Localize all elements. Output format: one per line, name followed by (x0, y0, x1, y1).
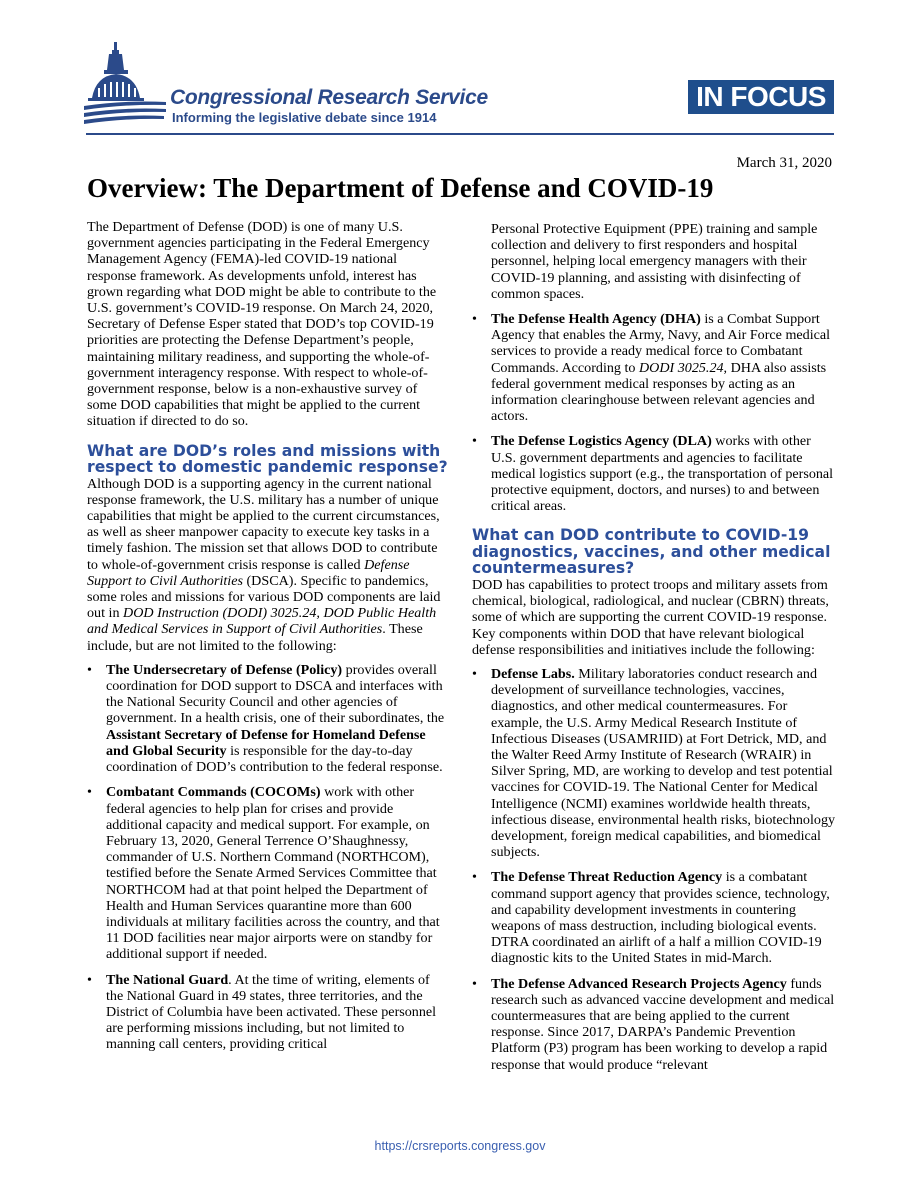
bullet-icon: • (472, 311, 477, 328)
bullet-icon: • (87, 661, 92, 678)
brand-name: Congressional Research Service (170, 86, 488, 109)
bullet-icon: • (472, 975, 477, 992)
footer-url-link[interactable]: https://crsreports.congress.gov (374, 1139, 546, 1153)
roles-list (87, 662, 449, 1053)
header-rule (86, 133, 834, 135)
bullet-icon: • (472, 433, 477, 450)
page-title: Overview: The Department of Defense and COVID-19 (87, 173, 714, 203)
in-focus-badge: IN FOCUS (688, 80, 834, 114)
brand-tagline: Informing the legislative debate since 1914 (172, 110, 437, 125)
list-item: • The Undersecretary of Defense (Policy) provides overall coordination for DOD support to DSCA and interfaces with the National Security Council and other agencies of government. In a health crisis, one of their subordinates, the Assistant Secretary of Defense for Homeland Defense and Global Security is responsible for the day-to-day coordination of DOD’s contribution to the federal response. (87, 661, 445, 776)
list-item: • The Defense Health Agency (DHA) is a Combat Support Agency that enables the Army, Navy, and Air Force medical services to provide a ready medical force to Combatant Commands. According to DODI 3025.24, DHA also assists federal government medical responses by acting as an information clearinghouse between relevant agencies and actors. (472, 311, 831, 425)
section-heading-contributions: What can DOD contribute to COVID-19 diagnostics, vaccines, and other medical countermeasures? (472, 526, 831, 578)
list-item: • Defense Labs. Military laboratories conduct research and development of surveillance technologies, vaccines, diagnostics, and other medical countermeasures. For example, the U.S. Army Medical Research Institute of Infectious Diseases (USAMRIID) at Fort Detrick, MD, and the Walter Reed Army Institute of Research (WRAIR) in Silver Spring, MD, are working to develop and test potential vaccines for COVID-19. The National Center for Medical Intelligence (NCMI) examines worldwide health threats, infectious disease, environmental health risks, biotechnology development, foreign medical capabilities, and biomedical subjects. (472, 665, 836, 861)
list-item: • The Defense Logistics Agency (DLA) works with other U.S. government departments and agencies to facilitate medical logistics support (e.g., the transportation of personal protective equipment, doctors, and nurses) to and between critical areas. (472, 433, 834, 515)
list-item-continued: Personal Protective Equipment (PPE) training and sample collection and delivery to first responders and hospital personnel, helping local emergency managers with their COVID-19 planning, and assisting with disinfecting of common spaces. (491, 221, 818, 302)
contributions-list (472, 666, 836, 1073)
capitol-dome-logo (84, 40, 169, 130)
bullet-icon: • (87, 971, 92, 988)
list-item: • The Defense Advanced Research Projects Agency funds research such as advanced vaccine development and medical countermeasures that are being applied to the current response. Since 2017, DARPA’s Pandemic Prevention Platform (P3) program has been working to develop a rapid response that would produce “relevant (472, 975, 835, 1073)
publication-date: March 31, 2020 (736, 155, 832, 171)
page-header (0, 0, 920, 140)
bullet-icon: • (472, 869, 477, 886)
list-item: • The Defense Threat Reduction Agency is a combatant command support agency that provides science, technology, and capability development investments in countering weapons of mass destruction, including biological events. DTRA coordinated an airlift of a half a million COVID-19 diagnostic kits to the United States in mid-March. (472, 869, 830, 967)
bullet-icon: • (87, 784, 92, 801)
intro-paragraph: The Department of Defense (DOD) is one of many U.S. government agencies participating in the Federal Emergency Management Agency (FEMA)-led COVID-19 national response framework. As developments unfold, interest has grown regarding what DOD might be able to contribute to the U.S. government’s COVID-19 response. On March 24, 2020, Secretary of Defense Esper stated that DOD’s top COVID-19 priorities are protecting the Defense Department’s people, maintaining military readiness, and supporting the whole-of-government interagency response. With respect to whole-of-government response, below is a non-exhaustive survey of some DOD capabilities that might be applied to the current situation if directed to do so. (87, 219, 437, 430)
roles-paragraph: Although DOD is a supporting agency in the current national response framework, the U.S. military has a number of unique capabilities that might be applied to the current circumstances, as well as sheer manpower capacity to execute key tasks in a timely fashion. The mission set that allows DOD to contribute to whole-of-government crisis response is called Defense Support to Civil Authorities (DSCA). Specific to pandemics, some roles and missions for various DOD components are laid out in DOD Instruction (DODI) 3025.24, DOD Public Health and Medical Services in Support of Civil Authorities. These include, but are not limited to the following: (87, 475, 441, 654)
bullet-icon: • (472, 665, 477, 682)
contributions-paragraph: DOD has capabilities to protect troops and military assets from chemical, biological, radiological, and nuclear (CBRN) threats, some of which are supporting the current COVID-19 response. Key components within DOD that have relevant biological defense responsibilities and initiatives include the following: (472, 576, 829, 658)
left-column (87, 219, 449, 1062)
list-item: • The National Guard. At the time of writing, elements of the National Guard in 49 states, three territories, and the District of Columbia have been activated. These personnel are performing missions including, but not limited to manning call centers, providing critical (87, 971, 437, 1053)
right-column (472, 221, 836, 1082)
list-item: • Combatant Commands (COCOMs) work with other federal agencies to help plan for crises and provide additional capacity and medical support. For example, on February 13, 2020, General Terrence O’Shaughnessy, commander of U.S. Northern Command (NORTHCOM), testified before the Senate Armed Services Committee that NORTHCOM had at that point helped the Department of Health and Human Services quarantine more than 600 individuals at military facilities across the country, and that 11 DOD facilities near major airports were on standby for additional support if needed. (87, 784, 440, 963)
section-heading-roles: What are DOD’s roles and missions with respect to domestic pandemic response? (87, 441, 448, 477)
roles-list-continued (472, 221, 836, 514)
